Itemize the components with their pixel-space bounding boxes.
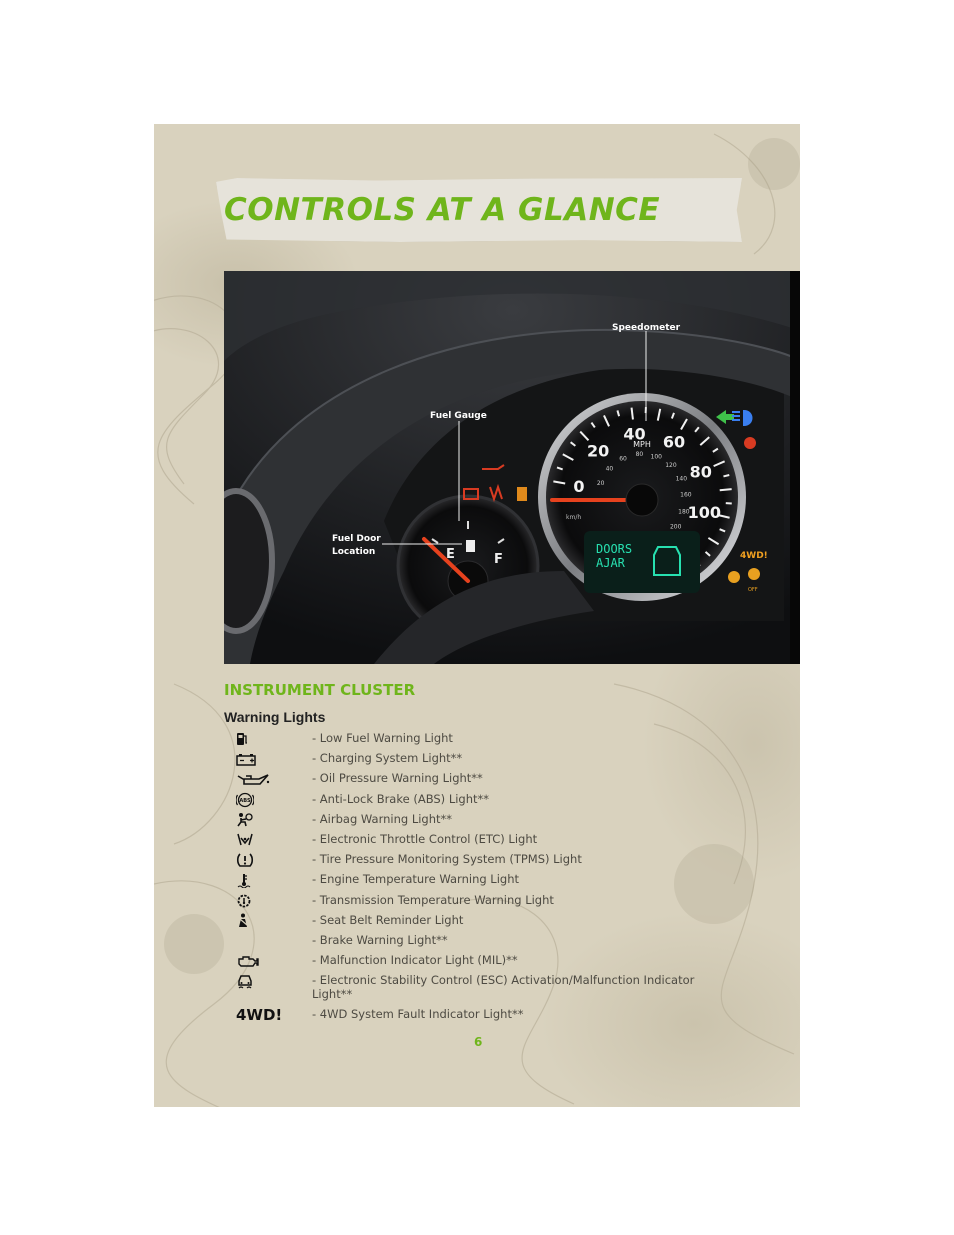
kmh-label: 20 <box>596 479 605 487</box>
warning-light-label: - Oil Pressure Warning Light** <box>312 771 483 786</box>
speedometer-tick <box>632 408 633 420</box>
instrument-cluster-photo <box>224 271 800 664</box>
thermometer-icon <box>236 871 312 889</box>
page-title: CONTROLS AT A GLANCE <box>224 192 661 228</box>
callout-speedometer: Speedometer <box>612 323 681 333</box>
abs-icon <box>236 791 312 809</box>
fuel-full-label: F <box>494 552 503 567</box>
air-vent <box>224 491 272 631</box>
mph-label: 0 <box>573 476 585 496</box>
kmh-label: 200 <box>669 523 682 531</box>
4wd-icon <box>236 1006 312 1024</box>
warning-light-label: - Engine Temperature Warning Light <box>312 872 520 887</box>
warning-light-label: - Charging System Light** <box>312 751 463 766</box>
callout-fuel-gauge: Fuel Gauge <box>430 411 487 421</box>
speedometer-tick <box>720 489 732 490</box>
page-number: 6 <box>474 1035 483 1049</box>
low-fuel-lamp <box>517 487 527 501</box>
mph-label: 40 <box>623 424 646 444</box>
mph-label: 100 <box>687 502 721 522</box>
warning-light-item <box>236 811 716 831</box>
warning-light-label: - Anti-Lock Brake (ABS) Light** <box>312 791 490 806</box>
mph-label: 20 <box>586 441 610 461</box>
warning-light-item <box>236 851 716 871</box>
etc-icon <box>236 831 312 849</box>
warning-light-label: - 4WD System Fault Indicator Light** <box>312 1007 524 1022</box>
engine-icon <box>236 952 312 970</box>
warning-light-label: - Seat Belt Reminder Light <box>312 912 464 927</box>
transmission-temp-icon <box>236 892 312 910</box>
fuel-pump-symbol <box>466 540 475 552</box>
oil-can-icon <box>236 770 312 788</box>
warning-light-item <box>236 952 716 972</box>
warning-light-item <box>236 932 716 952</box>
esc-off-lamp <box>748 568 760 580</box>
section-title: INSTRUMENT CLUSTER <box>224 681 416 699</box>
battery-icon <box>236 750 312 768</box>
kmh-label: 80 <box>635 451 644 459</box>
warning-light-label: - Brake Warning Light** <box>312 932 448 947</box>
warning-light-label: - Electronic Throttle Control (ETC) Light <box>312 831 538 846</box>
kmh-label: 60 <box>619 455 627 463</box>
seatbelt-icon <box>236 912 312 930</box>
airbag-icon <box>236 811 312 829</box>
esc-lamp <box>728 571 740 583</box>
warning-light-item <box>236 770 716 790</box>
display-line-1: DOORS <box>596 542 633 556</box>
kmh-label: 140 <box>675 475 688 483</box>
warning-lights-subhead: Warning Lights <box>224 709 326 725</box>
display-line-2: AJAR <box>596 556 625 570</box>
warning-light-label: - Malfunction Indicator Light (MIL)** <box>312 953 518 968</box>
warning-light-item <box>236 730 716 750</box>
warning-lights-list <box>236 730 716 1026</box>
warning-light-item <box>236 831 716 851</box>
warning-light-label: - Transmission Temperature Warning Light <box>312 892 554 907</box>
tpms-icon <box>236 851 312 869</box>
kmh-label: 160 <box>680 491 692 499</box>
warning-light-item <box>236 1006 716 1026</box>
mph-label: 60 <box>662 432 686 452</box>
mph-label: 80 <box>689 462 712 482</box>
kmh-label: 100 <box>650 453 662 461</box>
kmh-label: 40 <box>605 465 614 473</box>
warning-light-item <box>236 871 716 891</box>
blank-icon-slot <box>236 932 312 950</box>
warning-light-label: - Airbag Warning Light** <box>312 811 453 826</box>
warning-light-item <box>236 912 716 932</box>
kmh-label: 120 <box>665 461 677 469</box>
warning-light-item <box>236 972 716 1006</box>
mph-unit: MPH <box>633 440 651 449</box>
warning-light-label: - Tire Pressure Monitoring System (TPMS) Light <box>312 852 582 867</box>
warning-light-label: - Electronic Stability Control (ESC) Activation/Malfunction Indicator Light** <box>312 973 695 1002</box>
kmh-label: 180 <box>678 508 690 516</box>
esc-off-label: OFF <box>748 587 758 593</box>
fuel-pump-icon <box>236 730 312 748</box>
manual-page <box>154 124 800 1107</box>
svg-text:ABS: ABS <box>239 797 251 804</box>
warning-light-item <box>236 750 716 770</box>
airbag-lamp <box>744 437 756 449</box>
warning-light-label: - Low Fuel Warning Light <box>312 731 453 745</box>
warning-light-item <box>236 791 716 811</box>
esc-icon <box>236 972 312 990</box>
callout-fuel-door: Fuel Door Location <box>332 534 381 557</box>
speedometer-tick <box>723 475 729 476</box>
kmh-unit: km/h <box>566 514 582 521</box>
4wd-lamp: 4WD! <box>740 551 768 561</box>
fuel-empty-label: E <box>446 547 455 562</box>
4wd-label: 4WD! <box>236 1006 283 1025</box>
warning-light-item <box>236 892 716 912</box>
